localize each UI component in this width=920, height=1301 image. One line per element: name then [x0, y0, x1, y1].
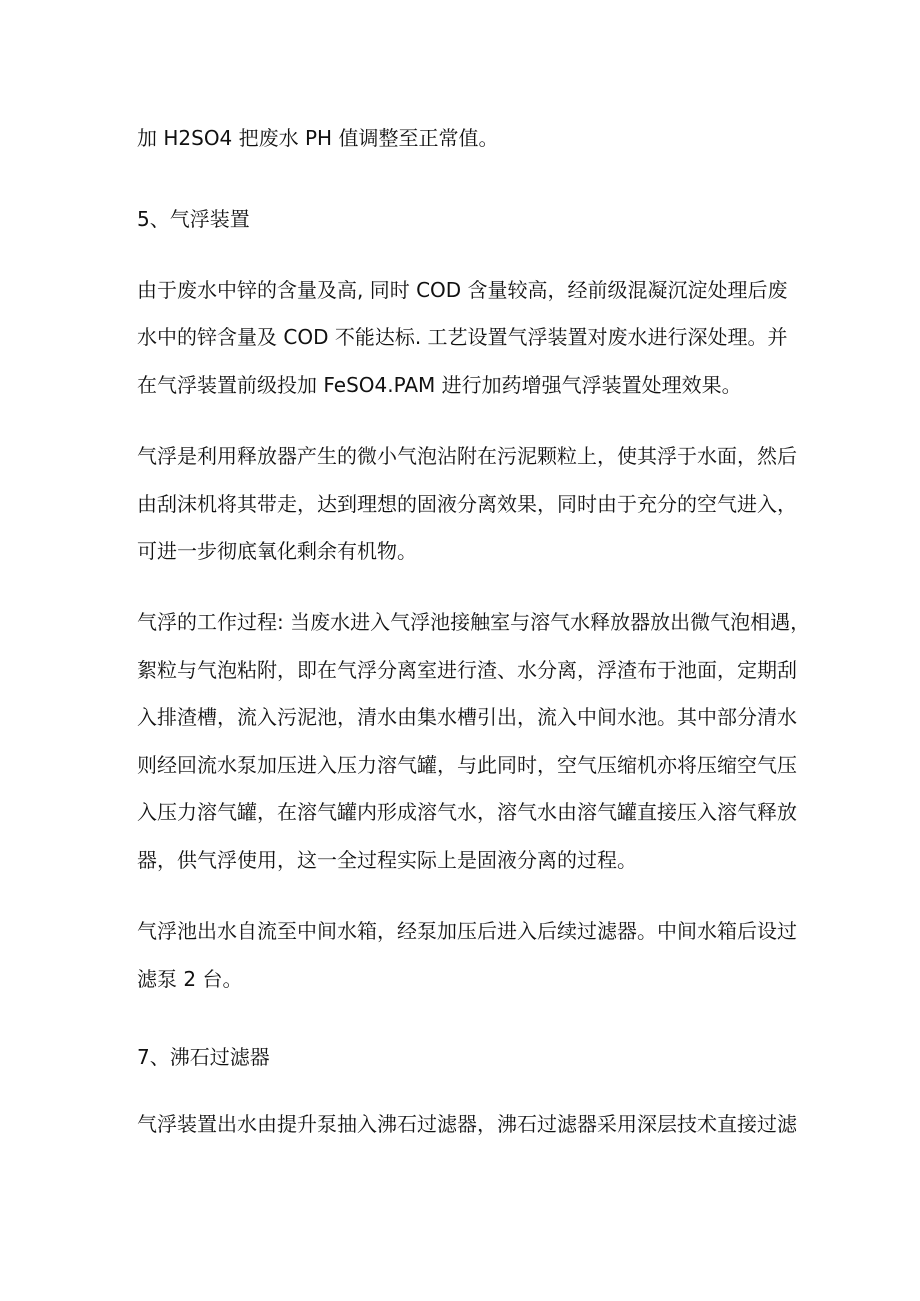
paragraph-line: 由于废水中锌的含量及高, 同时 COD 含量较高，经前级混凝沉淀处理后废	[137, 278, 788, 302]
paragraph-line: 水中的锌含量及 COD 不能达标. 工艺设置气浮装置对废水进行深处理。并	[137, 325, 788, 349]
paragraph-line: 气浮池出水自流至中间水箱，经泵加压后进入后续过滤器。中间水箱后设过	[137, 919, 797, 943]
paragraph-line: 器，供气浮使用，这一全过程实际上是固液分离的过程。	[137, 848, 637, 872]
paragraph-line: 由刮沫机将其带走，达到理想的固液分离效果，同时由于充分的空气进入，	[137, 492, 797, 516]
paragraph-line: 气浮的工作过程: 当废水进入气浮池接触室与溶气水释放器放出微气泡相遇，	[137, 610, 811, 634]
paragraph-line: 滤泵 2 台。	[137, 967, 243, 991]
paragraph-line: 入排渣槽，流入污泥池，清水由集水槽引出，流入中间水池。其中部分清水	[137, 705, 797, 729]
section-heading-zeolite-filter: 7、沸石过滤器	[137, 1045, 270, 1069]
text-line-ph-adjust: 加 H2SO4 把废水 PH 值调整至正常值。	[137, 126, 499, 150]
paragraph-line: 气浮装置出水由提升泵抽入沸石过滤器，沸石过滤器采用深层技术直接过滤	[137, 1112, 797, 1136]
paragraph-line: 在气浮装置前级投加 FeSO4.PAM 进行加药增强气浮装置处理效果。	[137, 373, 742, 397]
paragraph-line: 则经回流水泵加压进入压力溶气罐，与此同时，空气压缩机亦将压缩空气压	[137, 753, 797, 777]
section-heading-flotation: 5、气浮装置	[137, 207, 250, 231]
paragraph-line: 可进一步彻底氧化剩余有机物。	[137, 539, 417, 563]
paragraph-line: 絮粒与气泡粘附，即在气浮分离室进行渣、水分离，浮渣布于池面，定期刮	[137, 658, 797, 682]
paragraph-line: 气浮是利用释放器产生的微小气泡沾附在污泥颗粒上，使其浮于水面，然后	[137, 444, 797, 468]
paragraph-line: 入压力溶气罐，在溶气罐内形成溶气水，溶气水由溶气罐直接压入溶气释放	[137, 800, 797, 824]
